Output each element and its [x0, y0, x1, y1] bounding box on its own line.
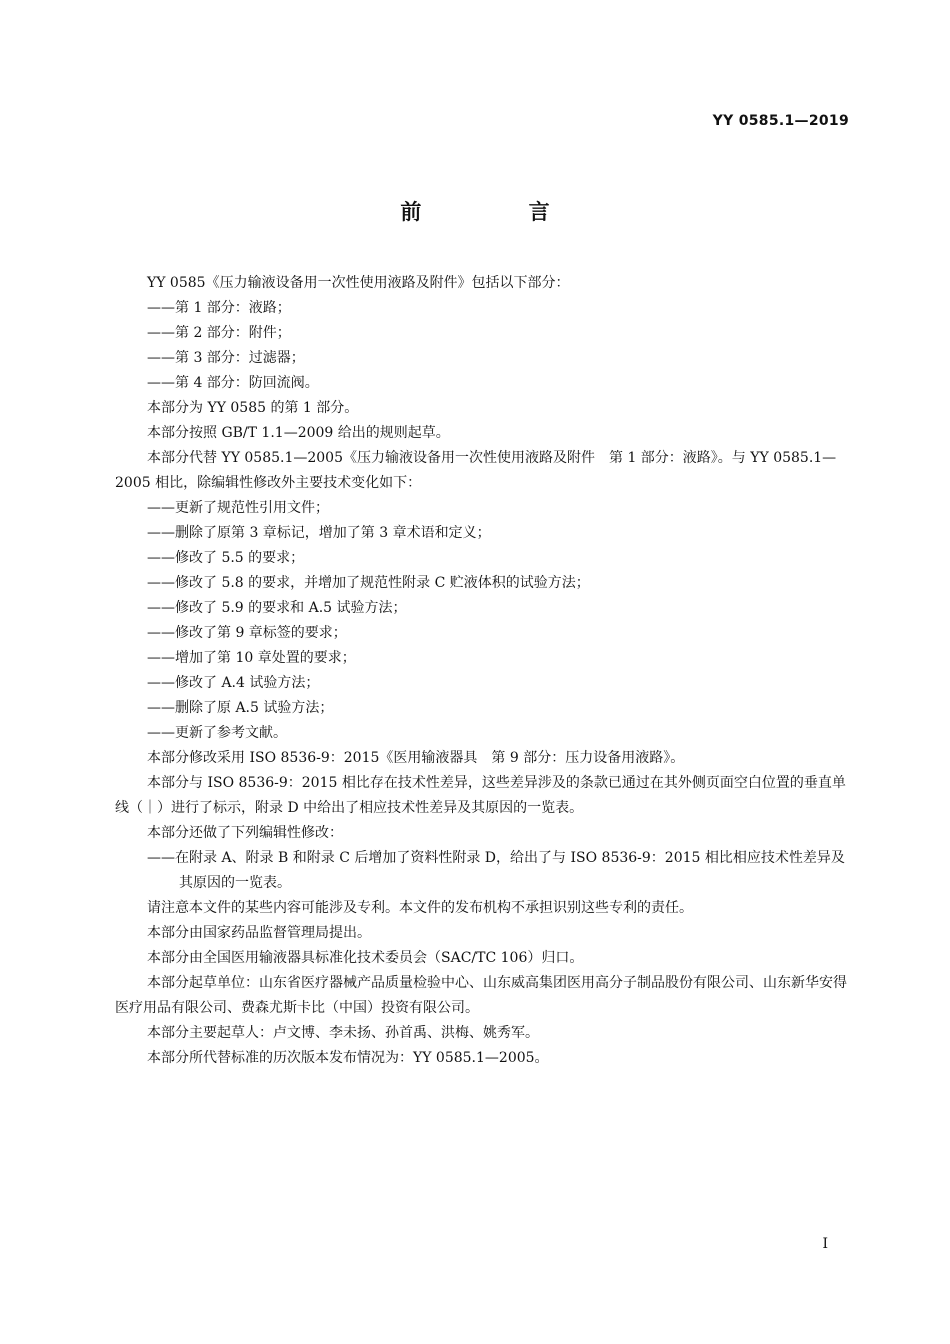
paragraph-replacement: 本部分代替 YY 0585.1—2005《压力输液设备用一次性使用液路及附件 第 1 部分：液路》。与 YY 0585.1—2005 相比，除编辑性修改外主要技术变化如下：: [115, 450, 837, 491]
paragraph-committee: 本部分由全国医用输液器具标准化技术委员会（SAC/TC 106）归口。: [147, 950, 584, 966]
foreword-body: [115, 271, 850, 1071]
list-item-change: ——修改了 5.5 的要求；: [147, 550, 305, 566]
page-title: 前 言: [400, 200, 600, 224]
list-item-part: ——第 3 部分：过滤器；: [147, 350, 305, 366]
paragraph-editorial-intro: 本部分还做了下列编辑性修改：: [147, 825, 343, 841]
list-item-change: ——修改了 5.9 的要求和 A.5 试验方法；: [147, 600, 407, 616]
list-item-change: ——修改了 A.4 试验方法；: [147, 675, 320, 691]
paragraph-drafting-rules: 本部分按照 GB/T 1.1—2009 给出的规则起草。: [147, 425, 450, 441]
paragraph-patent-notice: 请注意本文件的某些内容可能涉及专利。本文件的发布机构不承担识别这些专利的责任。: [147, 900, 693, 916]
list-item-editorial-text: 在附录 A、附录 B 和附录 C 后增加了资料性附录 D，给出了与 ISO 8536-9：2015 相比相应技术性差异及其原因的一览表。: [175, 850, 845, 891]
list-item-change: ——修改了第 9 章标签的要求；: [147, 625, 347, 641]
list-dash: ——: [147, 850, 175, 866]
paragraph-iso-adoption: 本部分修改采用 ISO 8536-9：2015《医用输液器具 第 9 部分：压力设备用液路》。: [147, 750, 685, 766]
list-item-change: ——删除了原第 3 章标记，增加了第 3 章术语和定义；: [147, 525, 491, 541]
list-item-change: ——删除了原 A.5 试验方法；: [147, 700, 334, 716]
list-item-change: ——更新了参考文献。: [147, 725, 287, 741]
paragraph-drafters: 本部分主要起草人：卢文博、李未扬、孙首禹、洪梅、姚秀军。: [147, 1025, 539, 1041]
paragraph-technical-differences: 本部分与 ISO 8536-9：2015 相比存在技术性差异，这些差异涉及的条款已通过在其外侧页面空白位置的垂直单线（｜）进行了标示，附录 D 中给出了相应技术性差异及其原因的一览表。: [115, 775, 846, 816]
standard-code: YY 0585.1—2019: [712, 113, 849, 129]
paragraph-proposer: 本部分由国家药品监督管理局提出。: [147, 925, 371, 941]
paragraph-part-statement: 本部分为 YY 0585 的第 1 部分。: [147, 400, 359, 416]
list-item-change: ——更新了规范性引用文件；: [147, 500, 329, 516]
list-item-part: ——第 2 部分：附件；: [147, 325, 291, 341]
list-item-change: ——增加了第 10 章处置的要求；: [147, 650, 356, 666]
list-item-editorial: [115, 846, 850, 896]
paragraph-drafting-units: 本部分起草单位：山东省医疗器械产品质量检验中心、山东威高集团医用高分子制品股份有限公司、山东新华安得医疗用品有限公司、费森尤斯卡比（中国）投资有限公司。: [115, 975, 847, 1016]
list-item-part: ——第 1 部分：液路；: [147, 300, 291, 316]
paragraph-series-intro: YY 0585《压力输液设备用一次性使用液路及附件》包括以下部分：: [147, 275, 570, 291]
list-item-part: ——第 4 部分：防回流阀。: [147, 375, 319, 391]
paragraph-version-history: 本部分所代替标准的历次版本发布情况为：YY 0585.1—2005。: [147, 1050, 549, 1066]
list-item-change: ——修改了 5.8 的要求，并增加了规范性附录 C 贮液体积的试验方法；: [147, 575, 590, 591]
page-number: I: [822, 1236, 828, 1252]
